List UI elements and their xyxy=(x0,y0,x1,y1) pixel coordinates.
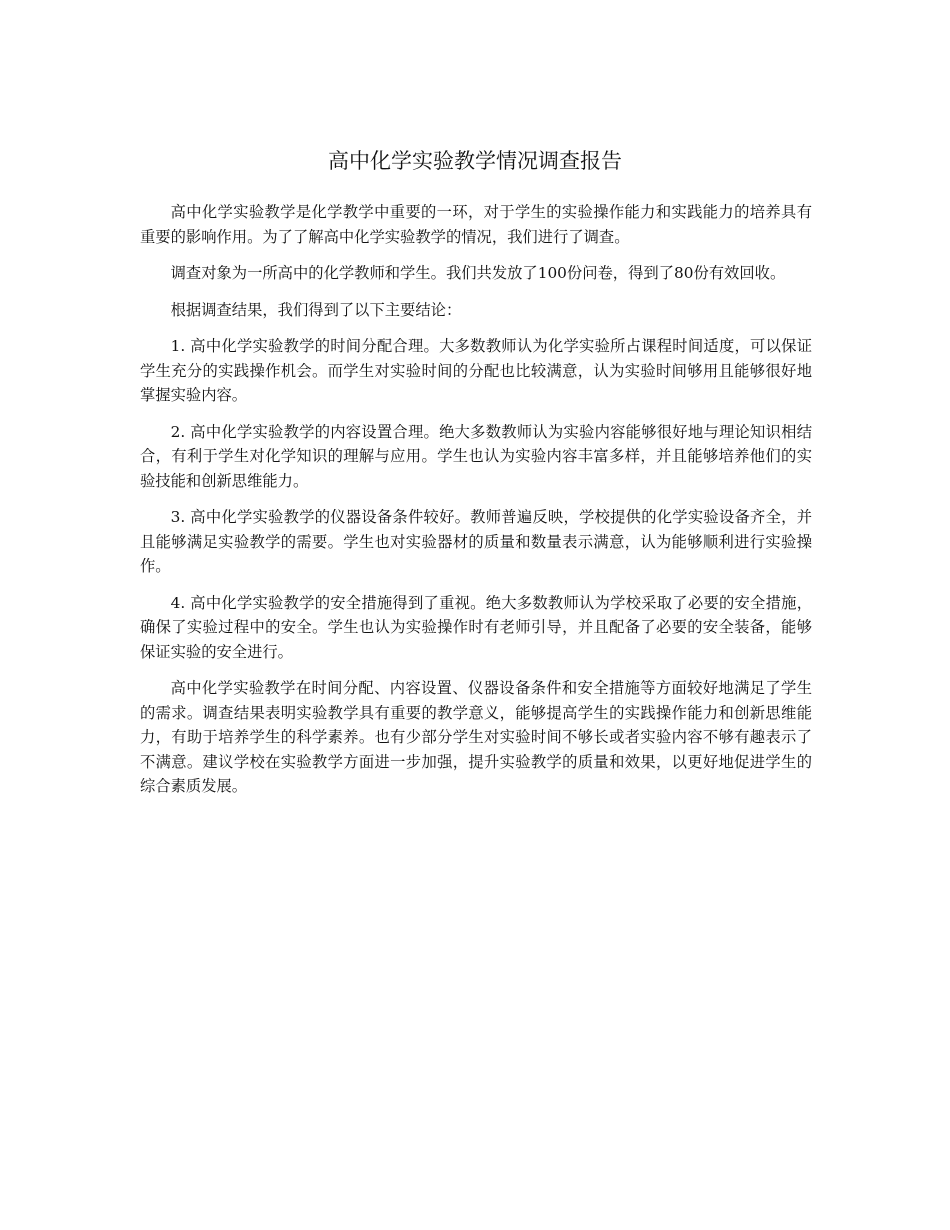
paragraph-conclusions-lead: 根据调查结果，我们得到了以下主要结论： xyxy=(170,300,462,319)
paragraph-summary: 高中化学实验教学在时间分配、内容设置、仪器设备条件和安全措施等方面较好地满足了学生的需求。调查结果表明实验教学具有重要的教学意义，能够提高学生的实践操作能力和创新思维能力，有助于培养学生的科学素养。也有少部分学生对实验时间不够长或者实验内容不够有趣表示了不满意。建议学校在实验教学方面进一步加强，提升实验教学的质量和效果，以更好地促进学生的综合素质发展。 xyxy=(140,679,812,795)
paragraph-conclusion-4: 4. 高中化学实验教学的安全措施得到了重视。绝大多数教师认为学校采取了必要的安全措施，确保了实验过程中的安全。学生也认为实验操作时有老师引导，并且配备了必要的安全装备，能够保证实验的安全进行。 xyxy=(140,593,812,661)
paragraph-survey-subjects: 调查对象为一所高中的化学教师和学生。我们共发放了100份问卷，得到了80份有效回收。 xyxy=(170,264,786,282)
paragraph-conclusion-2: 2. 高中化学实验教学的内容设置合理。绝大多数教师认为实验内容能够很好地与理论知识相结合，有利于学生对化学知识的理解与应用。学生也认为实验内容丰富多样，并且能够培养他们的实验技能和创新思维能力。 xyxy=(140,422,812,490)
document-title: 高中化学实验教学情况调查报告 xyxy=(328,149,622,173)
paragraph-conclusion-1: 1. 高中化学实验教学的时间分配合理。大多数教师认为化学实验所占课程时间适度，可以保证学生充分的实践操作机会。而学生对实验时间的分配也比较满意，认为实验时间够用且能够很好地掌握实验内容。 xyxy=(140,337,812,404)
paragraph-intro: 高中化学实验教学是化学教学中重要的一环，对于学生的实验操作能力和实践能力的培养具有重要的影响作用。为了了解高中化学实验教学的情况，我们进行了调查。 xyxy=(140,203,812,246)
paragraph-conclusion-3: 3. 高中化学实验教学的仪器设备条件较好。教师普遍反映，学校提供的化学实验设备齐全，并且能够满足实验教学的需要。学生也对实验器材的质量和数量表示满意，认为能够顺利进行实验操作。 xyxy=(140,508,812,575)
document-body xyxy=(140,200,812,811)
